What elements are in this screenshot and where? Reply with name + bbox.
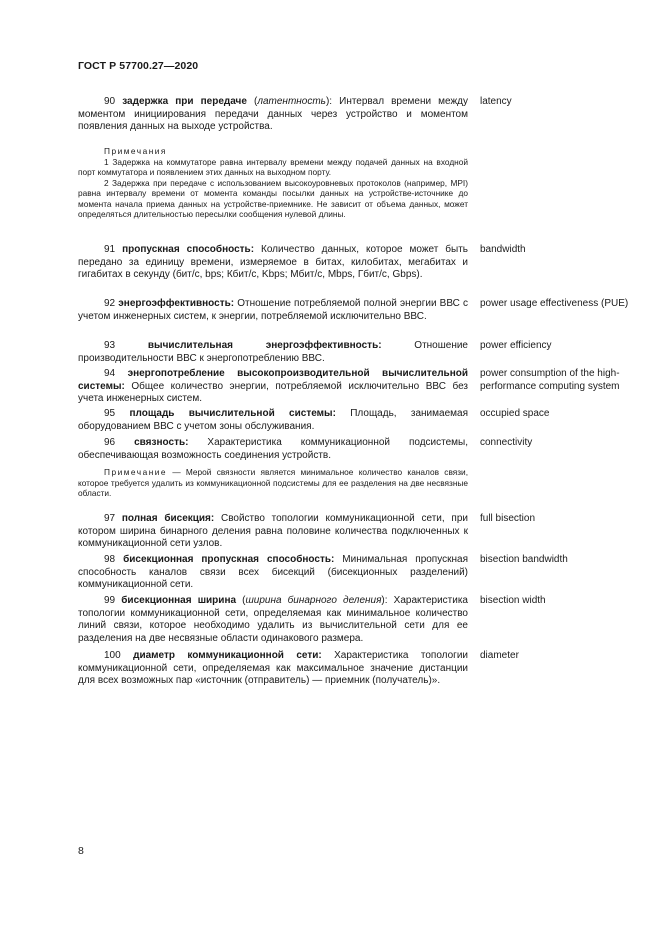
note-heading: Примечание [104, 467, 168, 477]
term-number: 92 [104, 298, 116, 309]
term-entry-92 [78, 298, 468, 323]
term-definition: Минимальная пропускная способность каналов связи всех бисекций (бисекционных разделений) коммуникационной сети. [78, 554, 468, 591]
term-definition: Характеристика топологии коммуникационной сети, определяемая как минимальное количество линий связи, которое необходимо удалить из вычислительной сети для ее разделения на две несвязные области одинакового размера. [78, 595, 468, 644]
term-number: 91 [104, 244, 116, 255]
term-number: 100 [104, 650, 121, 661]
term-entry-97 [78, 513, 468, 551]
term-number: 96 [104, 437, 116, 448]
term-number: 97 [104, 513, 116, 524]
term-definition: Свойство топологии коммуникационной сети, при котором ширина бинарного деления равна половине количества подключенных к коммуникационной сети узлов. [78, 513, 468, 550]
english-term-90: latency [480, 96, 512, 107]
english-term-97: full bisection [480, 513, 536, 524]
term-alt: латентность [257, 96, 326, 107]
term-definition: Характеристика коммуникационной подсистемы, обеспечивающая возможность соединения устройств. [78, 437, 469, 461]
term-definition: Характеристика топологии коммуникационной сети, определяемая как максимальное значение дистанции для всех возможных пар «источник (отправитель) — приемник (получатель)». [78, 650, 468, 687]
term-alt: ширина бинарного деления [245, 595, 382, 606]
note-item-1: 1 Задержка на коммутаторе равна интервалу времени между подачей данных на входной порт коммутатора и появлением этих данных на выходном порту. [78, 156, 468, 177]
term-number: 99 [104, 595, 116, 606]
term-entry-96 [78, 437, 468, 462]
english-term-99: bisection width [480, 595, 546, 606]
term-number: 94 [104, 368, 116, 379]
english-term-91: bandwidth [480, 244, 526, 255]
note-90 [78, 146, 468, 220]
english-term-92: power usage effectiveness (PUE) [480, 298, 629, 309]
term-name: диаметр коммуникационной сети: [133, 650, 322, 661]
english-term-95: occupied space [480, 408, 550, 419]
term-name: энергопотребление высокопроизводительной вычислительной системы: [78, 368, 469, 392]
term-number: 90 [104, 96, 116, 107]
term-name: бисекционная пропускная способность: [123, 554, 335, 565]
document-header: ГОСТ Р 57700.27—2020 [78, 60, 199, 72]
english-term-94: power consumption of the high-performance computing system [480, 368, 620, 392]
page-number: 8 [78, 845, 84, 857]
note-text: — Мерой связности является минимальное количество каналов связи, которое требуется удалить из коммуникационной подсистемы для ее разделения на две несвязные области. [78, 467, 468, 498]
term-entry-95 [78, 408, 468, 433]
term-entry-94 [78, 368, 468, 406]
term-number: 98 [104, 554, 116, 565]
term-number: 93 [104, 340, 116, 351]
term-name: бисекционная ширина [121, 595, 237, 606]
term-name: площадь вычислительной системы: [129, 408, 336, 419]
term-name: полная бисекция: [121, 513, 215, 524]
term-name: вычислительная энергоэффективность: [147, 340, 382, 351]
english-term-93: power efficiency [480, 340, 552, 351]
term-entry-91 [78, 244, 468, 282]
term-definition: Интервал времени между моментом инициирования передачи данных через устройство и моментом появления данных на выходе устройства. [78, 96, 469, 133]
note-heading: Примечания [104, 146, 167, 156]
english-term-100: diameter [480, 650, 519, 661]
term-entry-100 [78, 650, 468, 688]
term-definition: Отношение потребляемой полной энергии ВВС с учетом инженерных систем, к энергии, потребляемой исключительно ВВС. [78, 298, 469, 322]
term-entry-98 [78, 554, 468, 592]
term-name: энергоэффективность: [118, 298, 235, 309]
term-definition: Количество данных, которое может быть передано за единицу времени, измеряемое в битах, килобитах, мегабитах и гигабитах в секунду (бит/с, bps; Кбит/с, Kbps; Мбит/с, Mbps, Гбит/с, Gbps). [78, 244, 468, 281]
note-item-2: 2 Задержка при передаче с использованием высокоуровневых протоколов (например, MPI) равна интервалу времени от момента команды посылки данных на устройстве-источнике до момента начала приема данных на устройстве-приемнике. Не зависит от объема данных, может определяться длительностью пересылки сообщения нулевой длины. [78, 177, 468, 219]
paren-open: ( [246, 96, 258, 107]
english-term-96: connectivity [480, 437, 533, 448]
paren-open: ( [236, 595, 246, 606]
term-entry-93 [78, 340, 468, 365]
term-definition: Отношение производительности ВВС к энергопотреблению ВВС. [78, 340, 468, 364]
term-entry-90 [78, 96, 468, 134]
term-name: задержка при передаче [122, 96, 247, 107]
term-entry-99 [78, 595, 468, 645]
paren-close: ): [381, 595, 388, 606]
paren-close: ): [325, 96, 333, 107]
term-definition: Площадь, занимаемая оборудованием ВВС с учетом зоны обслуживания. [78, 408, 468, 432]
note-96 [78, 467, 468, 499]
term-name: пропускная способность: [122, 244, 255, 255]
english-term-98: bisection bandwidth [480, 554, 568, 565]
term-number: 95 [104, 408, 116, 419]
term-name: связность: [134, 437, 189, 448]
term-definition: Общее количество энергии, потребляемой исключительно ВВС без учета инженерных систем. [78, 380, 468, 405]
